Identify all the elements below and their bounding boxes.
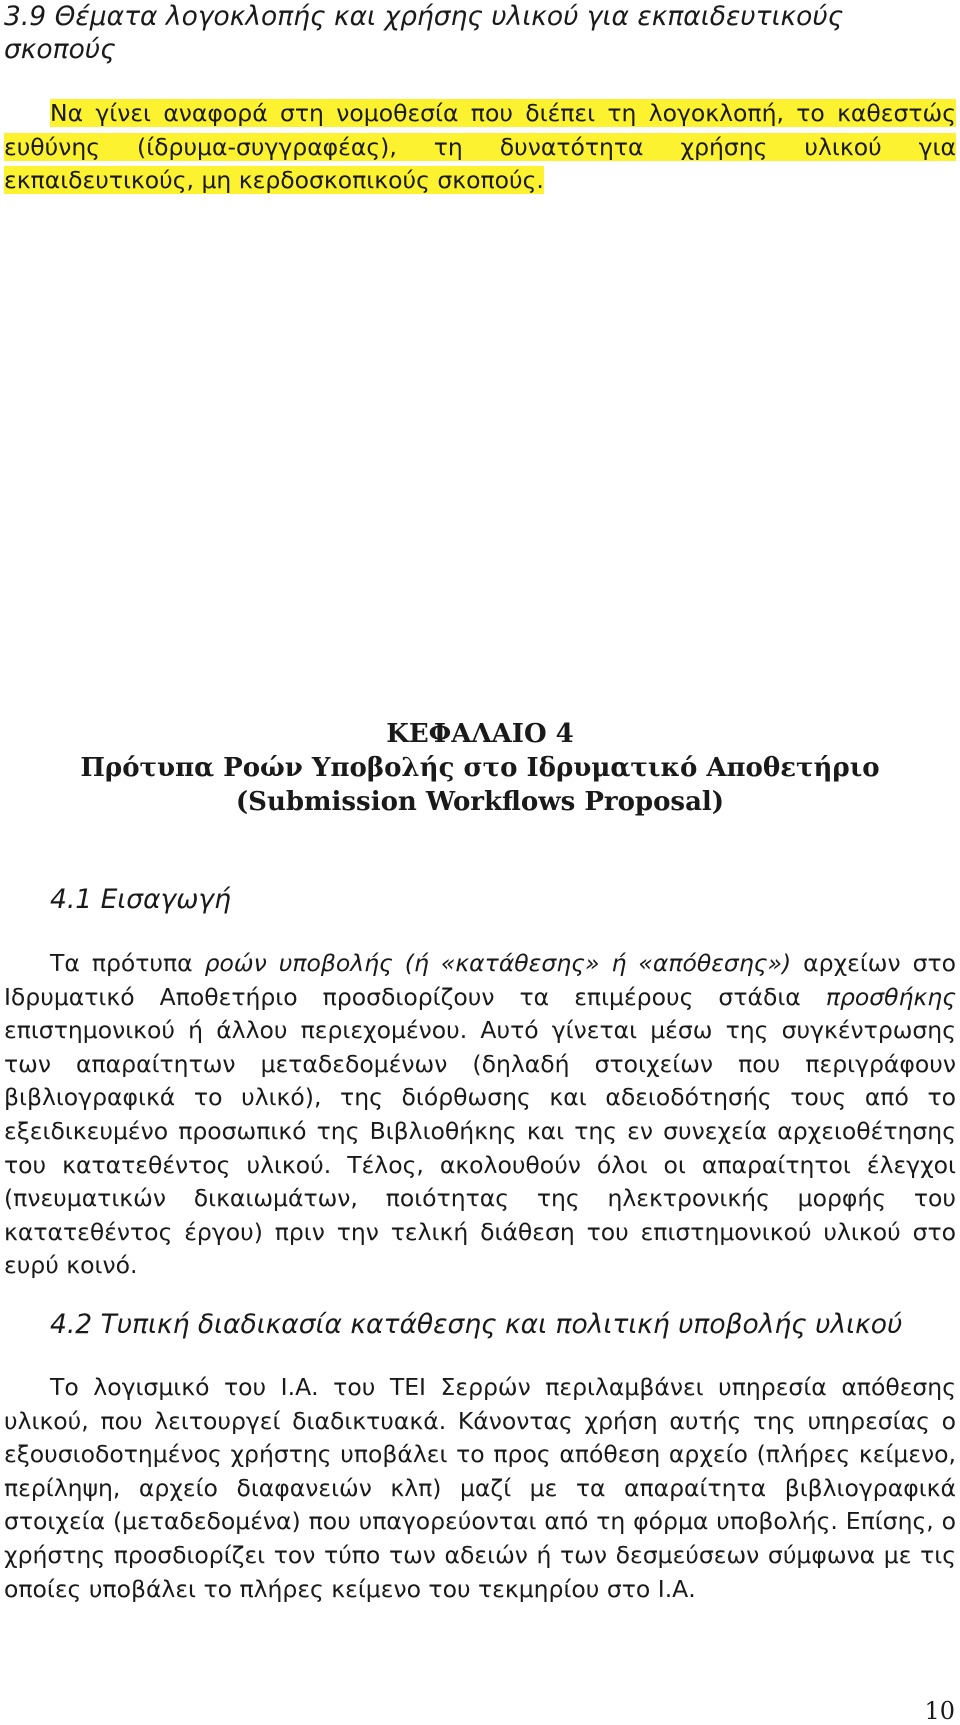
section-4-2-heading: 4.2 Τυπική διαδικασία κατάθεσης και πολιτική υποβολής υλικού <box>50 1309 903 1340</box>
section-4-2-text: Το λογισμικό του Ι.Α. του ΤΕΙ Σερρών περιλαμβάνει υπηρεσία απόθεσης υλικού, που λειτουργεί διαδικτυακά. Κάνοντας χρήση αυτής της υπηρεσίας ο εξουσιοδοτημένος χρήστης υποβάλει το προς απόθεση αρχείο (πλήρες κείμενο, περίληψη, αρχείο διαφανειών κλπ) μαζί με τα απαραίτητα βιβλιογραφικά στοιχεία (μεταδεδομένα) που υπαγορεύονται από τη φόρμα υποβολής. Επίσης, ο χρήστης προσδιορίζει τον τύπο των αδειών ή των δεσμεύσεων σύμφωνα με τις οποίες υποβάλει το πλήρες κείμενο του τεκμηρίου στο Ι.Α. <box>4 1373 956 1603</box>
chapter-title: Πρότυπα Ροών Υποβολής στο Ιδρυματικό Αποθετήριο <box>80 753 880 783</box>
intro-text-mid: αρχείων στο Ιδρυματικό Αποθετήριο προσδιορίζουν τα επιμέρους στάδια <box>4 949 957 1011</box>
chapter-number: ΚΕΦΑΛΑΙΟ 4 <box>386 719 574 749</box>
intro-italic-flows: ροών υποβολής (ή «κατάθεσης» ή «απόθεσης») <box>204 949 792 977</box>
section-4-1-paragraph <box>4 947 956 1283</box>
section-3-9-note <box>4 97 956 198</box>
section-4-2-paragraph <box>4 1371 956 1606</box>
chapter-subtitle: (Submission Workflows Proposal) <box>235 787 725 817</box>
intro-text-end: επιστημονικού ή άλλου περιεχομένου. Αυτό γίνεται μέσω της συγκέντρωσης των απαραίτητων μεταδεδομένων (δηλαδή στοιχείων που περιγράφουν βιβλιογραφικά το υλικό), της διόρθωσης και αδειοδότησής τους από το εξειδικευμένο προσωπικό της Βιβλιοθήκης και της εν συνεχεία αρχειοθέτησης του κατατεθέντος υλικού. Τέλος, ακολουθούν όλοι οι απαραίτητοι έλεγχοι (πνευματικών δικαιωμάτων, ποιότητας της ηλεκτρονικής μορφής του κατατεθέντος έργου) πριν την τελική διάθεση του επιστημονικού υλικού στο ευρύ κοινό. <box>4 1016 956 1280</box>
chapter-heading <box>0 717 960 819</box>
page-number: 10 <box>924 1697 955 1725</box>
section-4-1-heading: 4.1 Εισαγωγή <box>50 884 231 915</box>
highlighted-note-text: Να γίνει αναφορά στη νομοθεσία που διέπει τη λογοκλοπή, το καθεστώς ευθύνης (ίδρυμα-συγγραφέας), τη δυνατότητα χρήσης υλικού για εκπαιδευτικούς, μη κερδοσκοπικούς σκοπούς. <box>4 99 956 195</box>
section-3-9-heading: 3.9 Θέματα λογοκλοπής και χρήσης υλικού για εκπαιδευτικούς σκοπούς <box>4 1 844 65</box>
intro-italic-addition: προσθήκης <box>825 982 956 1011</box>
intro-text-start: Τα πρότυπα <box>50 949 205 977</box>
